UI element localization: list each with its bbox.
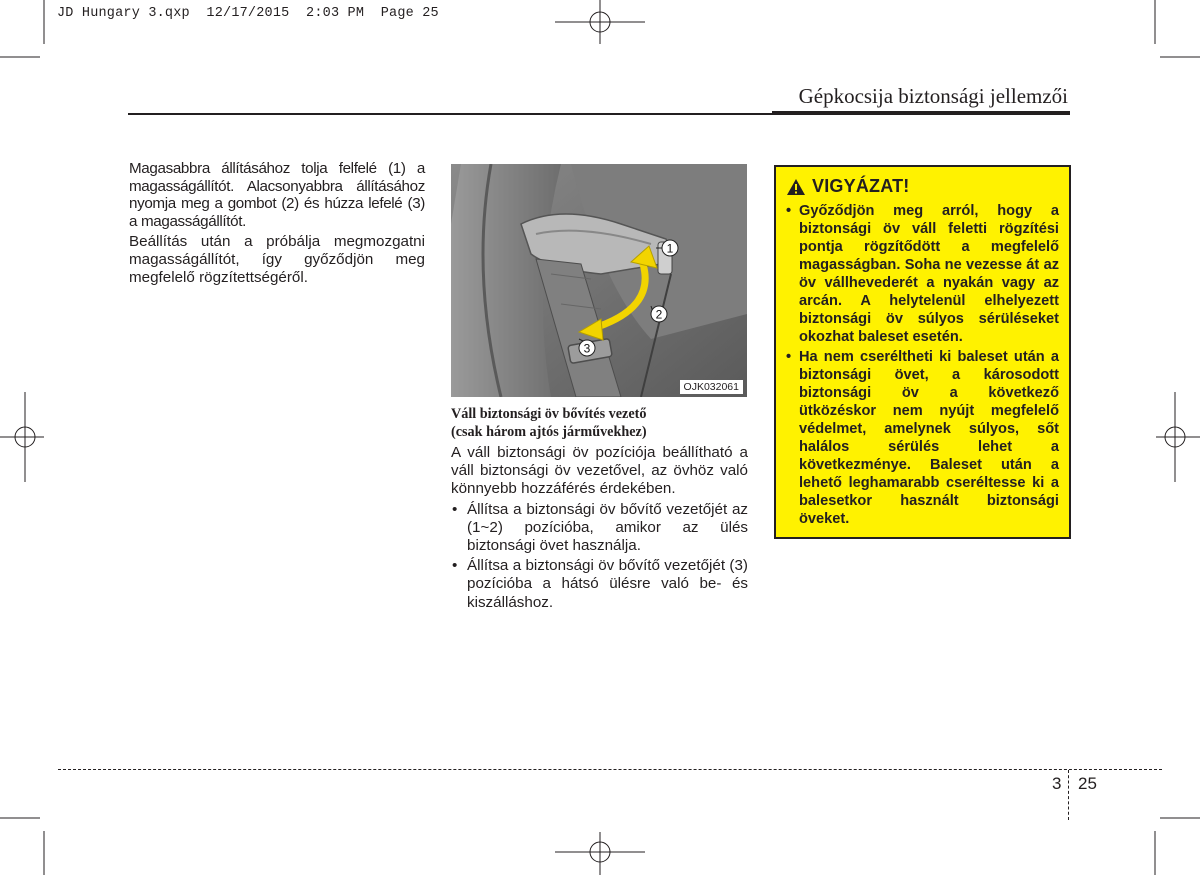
warning-item: • Győződjön meg arról, hogy a biztonsági öv váll feletti rögzítési pontja rögzítődött a megfelelő magasságban. Soha ne vezesse át az öv vállhevederét a nyakán vagy az arcán. A helytelenül elhelyezett biztonsági öv súlyos sérüléseket okozhat baleset esetén.	[786, 203, 1059, 345]
warning-item: • Ha nem cseréltheti ki baleset után a biztonsági övet, a károsodott biztonsági öv a következő ütközéskor nem nyújt megfelelő védelmet, amelynek súlyos, sőt halálos sérülés lehet a következménye. Baleset után a lehető leghamarabb cseréltesse ki a balesetkor használt biztonsági öveket.	[786, 349, 1059, 527]
print-slug: JD Hungary 3.qxp 12/17/2015 2:03 PM Page 25	[57, 6, 439, 21]
chapter-number: 3	[1052, 774, 1062, 793]
paragraph-check-fixing: Beállítás után a próbálja megmozgatni magasságállítót, így győződjön meg megfelelő rögzítettségéről.	[129, 233, 425, 286]
left-column	[129, 160, 425, 289]
footer-rule	[58, 769, 1162, 770]
warning-box	[774, 165, 1071, 539]
page-number-value: 25	[1078, 774, 1097, 793]
warning-triangle-icon	[786, 178, 806, 196]
bullet-icon: •	[452, 500, 458, 518]
header-rule-thick	[772, 111, 1070, 115]
callout-1: 1	[666, 241, 674, 256]
figure-caption	[451, 405, 748, 441]
guide-bullets	[451, 501, 748, 612]
warning-header	[786, 176, 1059, 197]
callout-2: 2	[655, 307, 663, 322]
page-number	[1052, 774, 1097, 794]
section-title: Gépkocsija biztonsági jellemzői	[798, 84, 1068, 108]
callout-3: 3	[583, 341, 591, 356]
bullet-icon: •	[786, 349, 792, 365]
caption-line-1: Váll biztonsági öv bővítés vezető	[451, 406, 647, 422]
warning-title: VIGYÁZAT!	[812, 176, 910, 196]
seat-belt-drawing	[451, 164, 747, 397]
caption-line-2: (csak három ajtós járművekhez)	[451, 424, 647, 440]
header-rule	[128, 113, 772, 115]
guide-description: A váll biztonsági öv pozíciója beállítható a váll biztonsági öv vezetővel, az övhöz való könnyebb hozzáférés érdekében.	[451, 444, 748, 498]
list-item: • Állítsa a biztonsági öv bővítő vezetőjét (3) pozícióba a hátsó ülésre való be- és kiszálláshoz.	[452, 557, 748, 611]
bullet-icon: •	[452, 557, 458, 575]
bullet-icon: •	[786, 203, 792, 219]
middle-column	[451, 405, 748, 614]
paragraph-adjust-height: Magasabbra állításához tolja felfelé (1) a magasságállítót. Alacsonyabbra állításához nyomja meg a gombot (2) és húzza lefelé (3) a magasságállítót.	[129, 160, 425, 230]
seat-belt-illustration	[451, 164, 747, 397]
list-item: • Állítsa a biztonsági öv bővítő vezetőjét az (1~2) pozícióba, amikor az ülés biztonsági övet használja.	[452, 500, 748, 555]
figure-code: OJK032061	[680, 380, 743, 394]
warning-list	[786, 202, 1059, 528]
